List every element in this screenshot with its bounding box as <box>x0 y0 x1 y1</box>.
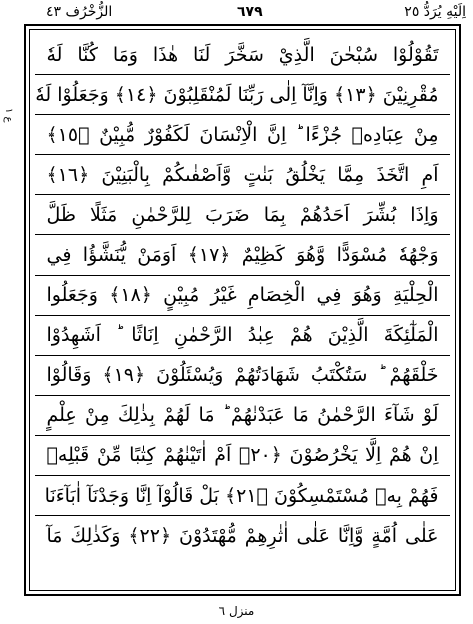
verse-line <box>35 316 450 356</box>
verse-line <box>35 396 450 436</box>
verse-line <box>35 155 450 195</box>
verse-line-text: اِنْ هُمْ اِلَّا يَخْرُصُوْنَ ﴿٢٠﴾ اَمْ اٰتَيْنٰهُمْ كِتٰبًا مِّنْ قَبْلِهٖ <box>46 444 439 467</box>
verse-line-text: وَاِذَا بُشِّرَ اَحَدُهُمْ بِمَا ضَرَبَ لِلرَّحْمٰنِ مَثَلًا ظَلَّ <box>46 203 439 226</box>
verse-line <box>35 476 450 516</box>
verse-line <box>35 195 450 235</box>
verse-line <box>35 356 450 396</box>
verse-line-text: فَهُمْ بِهٖ مُسْتَمْسِكُوْنَ ﴿٢١﴾ بَلْ قَالُوْآ اِنَّا وَجَدْنَآ اٰبَآءَنَا <box>44 484 439 507</box>
verse-line <box>35 235 450 275</box>
surah-name: الزُّخْرُف ٤٣ <box>46 4 113 20</box>
verse-line-text: مُقْرِنِيْنَ ﴿١٣﴾ وَاِنَّآ اِلٰى رَبِّنَا لَمُنْقَلِبُوْنَ ﴿١٤﴾ وَجَعَلُوْا لَهٗ <box>35 83 439 106</box>
verse-line <box>35 516 450 556</box>
page-number: ٦٧٩ <box>237 4 263 20</box>
verse-line <box>35 35 450 75</box>
ruku-marker: ع ۱ <box>3 108 14 123</box>
page-header <box>44 2 470 24</box>
manzil-footer: منزل ٦ <box>218 604 255 618</box>
verse-line-text: عَلٰى اُمَّةٍ وَّاِنَّا عَلٰى اٰثٰرِهِمْ مُّهْتَدُوْنَ ﴿٢٢﴾ وَكَذٰلِكَ مَآ <box>46 525 439 548</box>
verse-line-text: مِنْ عِبَادِهٖ جُزْءًا ؕ اِنَّ الْاِنْسَانَ لَكَفُوْرٌ مُّبِيْنٌ ﴿١٥﴾ <box>46 123 439 146</box>
verse-line <box>35 115 450 155</box>
verse-line-text: الْمَلٰٓئِكَةَ الَّذِيْنَ هُمْ عِبٰدُ الرَّحْمٰنِ اِنَاثًا ؕ اَشَهِدُوْا <box>46 324 439 347</box>
verse-line <box>35 75 450 115</box>
verse-line-text: خَلْقَهُمْ ؕ سَتُكْتَبُ شَهَادَتُهُمْ وَيُسْئَلُوْنَ ﴿١٩﴾ وَقَالُوْا <box>46 364 439 387</box>
verse-line <box>35 436 450 476</box>
text-frame <box>24 24 461 596</box>
verse-line-text: الْحِلْيَةِ وَهُوَ فِي الْخِصَامِ غَيْرُ مُبِيْنٍ ﴿١٨﴾ وَجَعَلُوا <box>46 284 439 307</box>
verse-line-text: وَجْهُهٗ مُسْوَدًّا وَّهُوَ كَظِيْمٌ ﴿١٧﴾ اَوَمَنْ يُّنَشَّؤُا فِي <box>46 244 439 267</box>
verse-line-text: اَمِ اتَّخَذَ مِمَّا يَخْلُقُ بَنٰتٍ وَّاَصْفٰىكُمْ بِالْبَنِيْنَ ﴿١٦﴾ <box>46 163 439 186</box>
verse-line-text: لَوْ شَآءَ الرَّحْمٰنُ مَا عَبَدْنٰهُمْ ؕ مَا لَهُمْ بِذٰلِكَ مِنْ عِلْمٍ <box>46 404 439 427</box>
verse-line <box>35 276 450 316</box>
verse-line-text: تَقُوْلُوْا سُبْحٰنَ الَّذِيْ سَخَّرَ لَنَا هٰذَا وَمَا كُنَّا لَهٗ <box>46 43 439 66</box>
verse-lines <box>35 35 450 585</box>
juz-name: اِلَيْهِ يُرَدُّ ٢٥ <box>404 4 466 20</box>
text-frame-inner <box>29 29 456 591</box>
